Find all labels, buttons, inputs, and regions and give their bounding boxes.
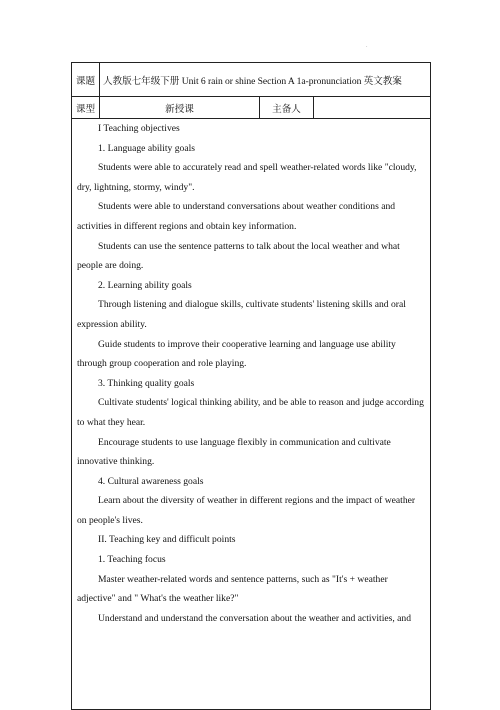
content-paragraph: Encourage students to use language flexibly in communication and cultivate innovative thinking. <box>77 436 391 468</box>
topic-label: 课题 <box>72 63 100 97</box>
topic-value: 人教版七年级下册 Unit 6 rain or shine Section A 1a-pronunciation 英文教案 <box>100 63 431 97</box>
content-paragraph: I Teaching objectives <box>98 123 180 134</box>
content-paragraph: 1. Teaching focus <box>98 554 166 566</box>
topic-row <box>72 63 431 97</box>
lesson-plan-table <box>71 62 431 710</box>
preparer-value <box>314 97 431 119</box>
content-paragraph: Students can use the sentence patterns to talk about the local weather and what people are doing. <box>77 240 400 272</box>
corner-mark: . <box>366 43 368 49</box>
content-paragraph: 1. Language ability goals <box>98 142 195 154</box>
content-paragraph: Students were able to accurately read and spell weather-related words like "cloudy, dry, lightning, stormy, windy". <box>77 162 417 193</box>
preparer-label: 主备人 <box>260 97 314 119</box>
content-paragraph: Understand and understand the conversation about the weather and activities, and <box>98 612 412 624</box>
content-paragraph: Learn about the diversity of weather in different regions and the impact of weather on people's lives. <box>77 495 416 526</box>
content-cell <box>72 119 431 710</box>
content-paragraph: Guide students to improve their cooperative learning and language use ability through group cooperation and role playing. <box>77 338 396 370</box>
content-paragraph: 2. Learning ability goals <box>98 279 192 291</box>
content-paragraph: II. Teaching key and difficult points <box>98 534 236 546</box>
content-paragraph: 3. Thinking quality goals <box>98 377 195 389</box>
content-paragraph: 4. Cultural awareness goals <box>98 475 204 487</box>
type-value: 新授课 <box>100 97 260 119</box>
content-row <box>72 119 431 710</box>
type-row <box>72 97 431 119</box>
content-paragraph: Through listening and dialogue skills, cultivate students' listening skills and oral expression ability. <box>77 299 406 330</box>
content-paragraph: Cultivate students' logical thinking ability, and be able to reason and judge according to what they hear. <box>77 397 424 428</box>
content-paragraph: Students were able to understand conversations about weather conditions and activities in different regions and obtain key information. <box>77 201 396 232</box>
content-paragraph: Master weather-related words and sentence patterns, such as "It's + weather adjective" and " What's the weather like?" <box>77 573 388 605</box>
type-label: 课型 <box>72 97 100 119</box>
teaching-content <box>77 119 426 628</box>
